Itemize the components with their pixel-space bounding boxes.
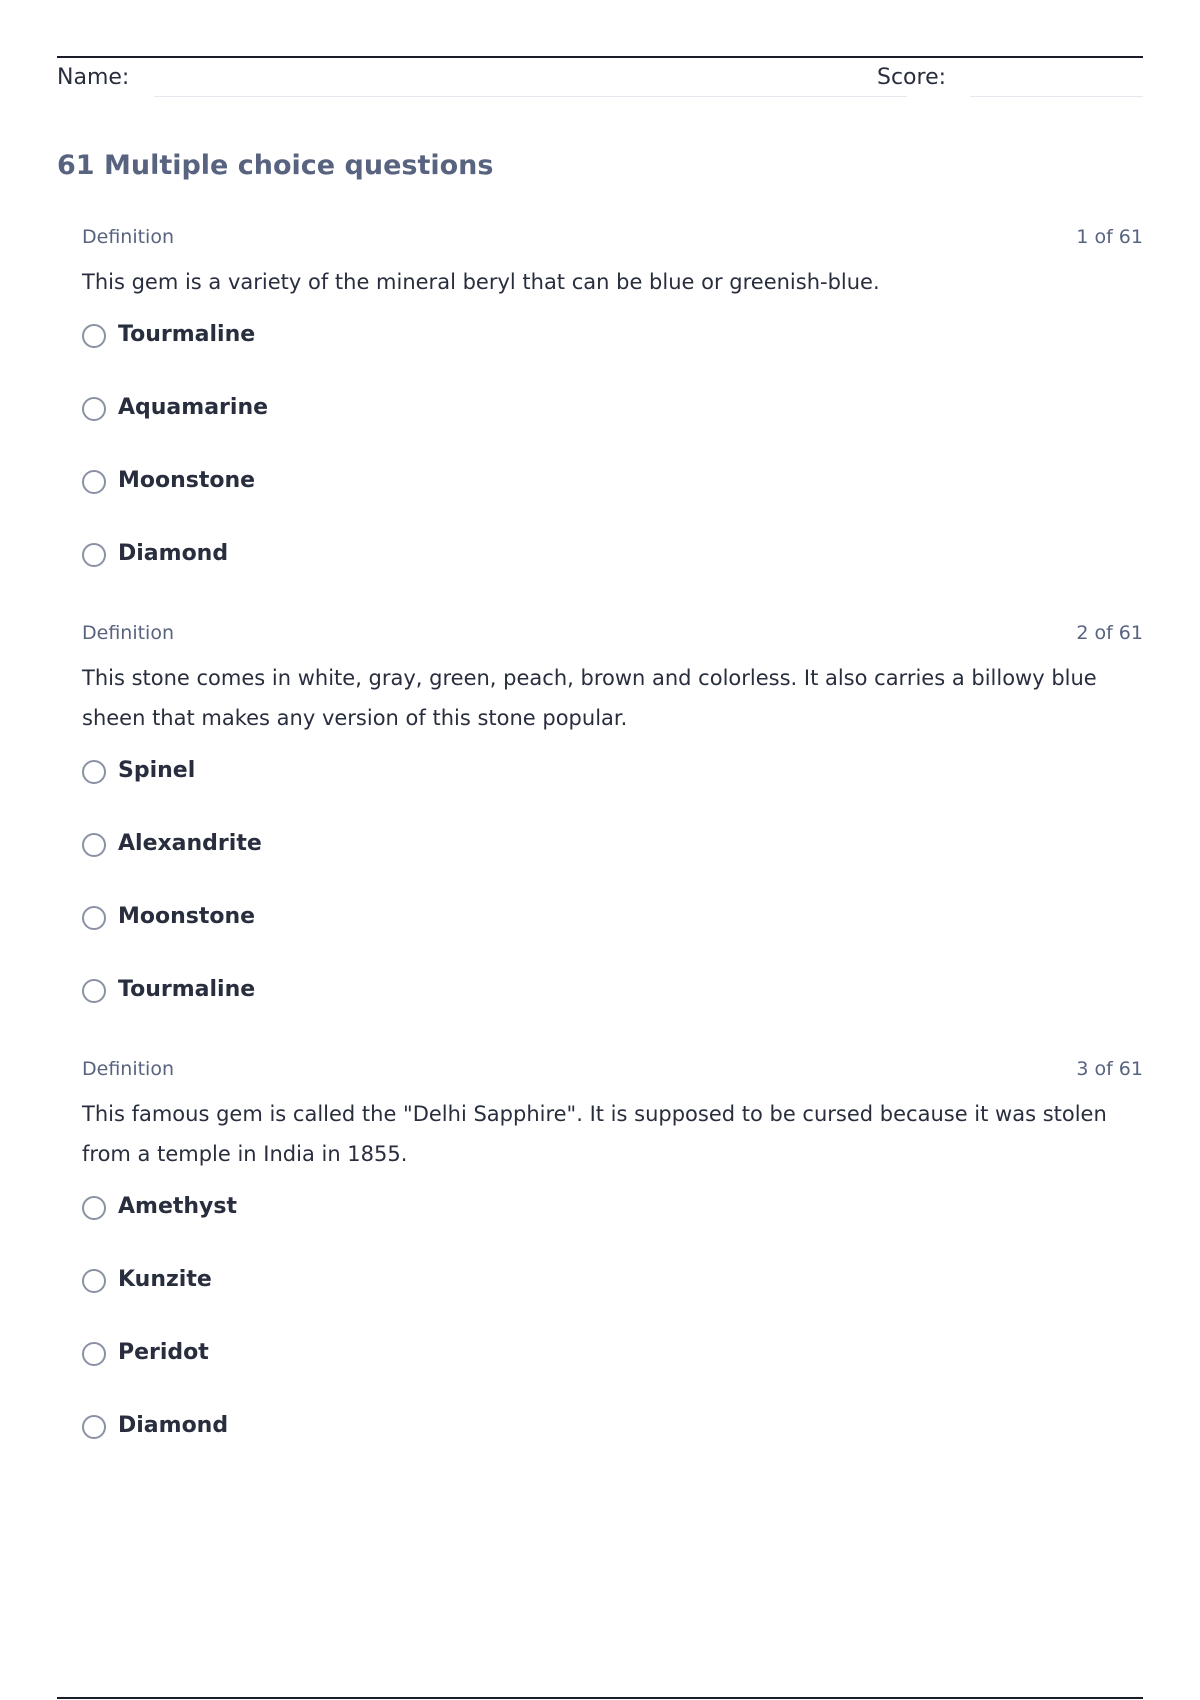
radio-button-icon[interactable] <box>82 760 106 784</box>
answer-option[interactable] <box>82 1188 1143 1261</box>
question-meta <box>82 226 1143 252</box>
question-meta <box>82 622 1143 648</box>
answer-option-label: Kunzite <box>118 1267 212 1292</box>
answer-option[interactable] <box>82 462 1143 535</box>
answer-options <box>82 316 1143 608</box>
question-type-label: Definition <box>82 1058 175 1080</box>
answer-option[interactable] <box>82 971 1143 1044</box>
question <box>82 1058 1143 1480</box>
radio-button-icon[interactable] <box>82 543 106 567</box>
answer-option-label: Moonstone <box>118 904 256 929</box>
radio-button-icon[interactable] <box>82 1415 106 1439</box>
radio-button-icon[interactable] <box>82 1196 106 1220</box>
answer-option[interactable] <box>82 825 1143 898</box>
answer-option[interactable] <box>82 1334 1143 1407</box>
radio-button-icon[interactable] <box>82 397 106 421</box>
answer-option-label: Diamond <box>118 541 229 566</box>
question-list <box>82 226 1143 1494</box>
answer-options <box>82 1188 1143 1480</box>
answer-option[interactable] <box>82 316 1143 389</box>
answer-option[interactable] <box>82 752 1143 825</box>
question <box>82 622 1143 1044</box>
answer-option-label: Diamond <box>118 1413 229 1438</box>
name-field[interactable] <box>154 96 907 97</box>
section-title: 61 Multiple choice questions <box>57 150 494 181</box>
answer-option[interactable] <box>82 389 1143 462</box>
answer-option-label: Alexandrite <box>118 831 262 856</box>
worksheet-page <box>57 56 1143 1438</box>
bottom-divider <box>57 1697 1143 1699</box>
name-label: Name: <box>57 65 130 90</box>
answer-option-label: Amethyst <box>118 1194 238 1219</box>
question-text: This stone comes in white, gray, green, peach, brown and colorless. It also carries a billowy blue sheen that makes any version of this stone popular. <box>82 666 1097 730</box>
question-counter: 3 of 61 <box>1076 1058 1143 1080</box>
question-type-label: Definition <box>82 622 175 644</box>
radio-button-icon[interactable] <box>82 833 106 857</box>
header-row <box>57 58 1143 98</box>
answer-option-label: Spinel <box>118 758 196 783</box>
answer-option-label: Aquamarine <box>118 395 269 420</box>
question <box>82 226 1143 608</box>
score-field[interactable] <box>970 96 1143 97</box>
question-text: This gem is a variety of the mineral beryl that can be blue or greenish-blue. <box>82 270 880 294</box>
radio-button-icon[interactable] <box>82 1342 106 1366</box>
answer-option[interactable] <box>82 1261 1143 1334</box>
answer-option-label: Moonstone <box>118 468 256 493</box>
question-counter: 2 of 61 <box>1076 622 1143 644</box>
answer-option-label: Tourmaline <box>118 977 256 1002</box>
question-meta <box>82 1058 1143 1084</box>
radio-button-icon[interactable] <box>82 470 106 494</box>
question-counter: 1 of 61 <box>1076 226 1143 248</box>
answer-option[interactable] <box>82 535 1143 608</box>
answer-option-label: Tourmaline <box>118 322 256 347</box>
score-label: Score: <box>877 65 947 90</box>
answer-option[interactable] <box>82 1407 1143 1480</box>
radio-button-icon[interactable] <box>82 324 106 348</box>
question-text: This famous gem is called the "Delhi Sapphire". It is supposed to be cursed because it was stolen from a temple in India in 1855. <box>82 1102 1107 1166</box>
question-type-label: Definition <box>82 226 175 248</box>
radio-button-icon[interactable] <box>82 906 106 930</box>
answer-option[interactable] <box>82 898 1143 971</box>
answer-options <box>82 752 1143 1044</box>
radio-button-icon[interactable] <box>82 979 106 1003</box>
radio-button-icon[interactable] <box>82 1269 106 1293</box>
answer-option-label: Peridot <box>118 1340 209 1365</box>
